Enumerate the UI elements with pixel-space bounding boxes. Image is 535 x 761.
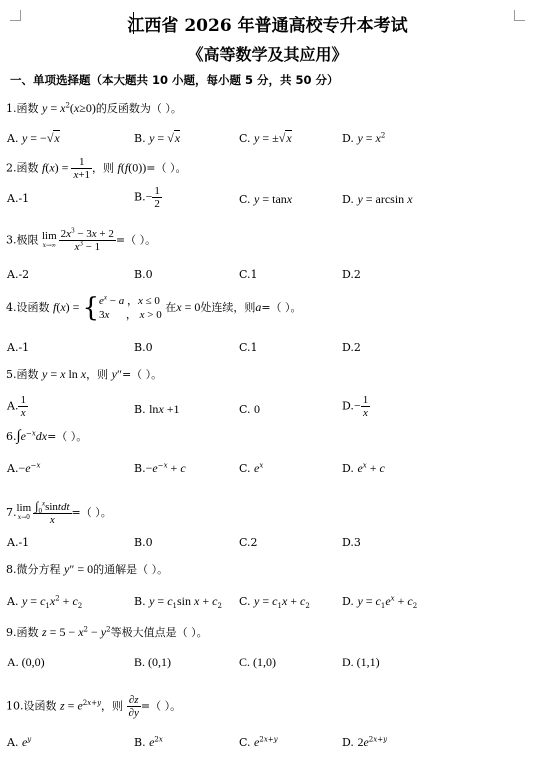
question-2-options	[0, 185, 535, 210]
option-b[interactable]: B. $y = c_1\sin$ $x + c_2$	[134, 594, 222, 611]
option-c[interactable]: C.2	[239, 536, 258, 549]
option-c[interactable]: C. (1,0)	[239, 655, 276, 669]
question-4: 4.设函数 f(x) = { $e^x - a$ ，x ≤ 0 3x ， x > 0 在x = 0处连续，则a=（ ）。	[6, 293, 302, 323]
option-b[interactable]: $B.-e^{-x} + c$	[134, 461, 186, 475]
question-9-options	[0, 655, 535, 671]
option-c[interactable]: C.1	[239, 341, 258, 354]
option-a[interactable]: A. (0,0)	[7, 655, 45, 669]
option-b[interactable]: B.− $\frac{1}{2}$	[134, 185, 160, 210]
question-1: 1.函数 $y = x^2(x\ge 0)$的反函数为（ ）。	[6, 101, 182, 115]
option-b[interactable]: B.0	[134, 341, 153, 354]
question-9: 9.函数 $z = 5 - x^2 - y^2$等极大值点是（ ）。	[6, 625, 208, 639]
exam-subject: 《高等数学及其应用》	[187, 45, 348, 64]
option-a[interactable]: A.-1	[7, 341, 30, 354]
question-10-options	[0, 735, 535, 751]
question-8: 8.微分方程 y″ = 0的通解是（ ）。	[6, 562, 169, 576]
option-d[interactable]: D. $y = x^2$	[342, 131, 386, 145]
option-a[interactable]: A. y = −√x	[7, 131, 60, 145]
option-a[interactable]: A. $e^y$	[7, 735, 32, 749]
section-heading: 一、单项选择题（本大题共 10 小题，每小题 5 分，共 50 分）	[10, 73, 339, 87]
question-10: 10.设函数 $z = e^{2x+y}$，则 $\frac{\partial z}{\partial y}$ =（ ）。	[6, 694, 182, 719]
option-d[interactable]: D.2	[342, 268, 361, 281]
option-b[interactable]: B.0	[134, 268, 153, 281]
question-7: 7. lim x→0 $\frac{\int_0^xsintdt}{x}$ =（ ）。	[6, 499, 112, 526]
option-a[interactable]: A.-1	[7, 192, 30, 205]
option-d[interactable]: D.3	[342, 536, 361, 549]
question-1-options	[0, 131, 535, 147]
option-d[interactable]: D. $2e^{2x+y}$	[342, 735, 388, 749]
option-c[interactable]: C.1	[239, 268, 258, 281]
option-d[interactable]: D. $e^x + c$	[342, 461, 385, 475]
question-5-options	[0, 394, 535, 419]
option-c[interactable]: C. $e^{2x+y}$	[239, 735, 278, 749]
option-c[interactable]: C. $e^x$	[239, 461, 264, 475]
option-d[interactable]: D.− $\frac{1}{x}$	[342, 394, 369, 419]
option-c[interactable]: C. y = ±√x	[239, 131, 292, 145]
option-b[interactable]: B. y = √x	[134, 131, 181, 145]
question-3: 3.极限 lim x→∞ $\frac{2x^3 - 3x + 2}{x^3 - 1}$ =（ ）。	[6, 226, 157, 253]
option-a[interactable]: A.-2	[7, 268, 30, 281]
question-8-options	[0, 594, 535, 610]
question-7-options	[0, 536, 535, 552]
option-d[interactable]: D. (1,1)	[342, 655, 380, 669]
option-a[interactable]: A. $y = c_1x^2 + c_2$	[7, 594, 83, 611]
option-c[interactable]: C. 0	[239, 402, 261, 416]
option-a[interactable]: A.-1	[7, 536, 30, 549]
question-6-options	[0, 461, 535, 477]
question-5: 5.函数 y = x ln x，则 y″=（ ）。	[6, 367, 163, 381]
option-d[interactable]: D. y = arcsin x	[342, 192, 413, 206]
exam-title: 江西省 2026 年普通高校专升本考试	[127, 16, 408, 36]
question-6: $6.\int e^{-x}dx=$（ ）。	[6, 428, 88, 444]
option-b[interactable]: B.0	[134, 536, 153, 549]
option-b[interactable]: B. $e^{2x}$	[134, 735, 163, 749]
option-c[interactable]: C. y = tanx	[239, 192, 293, 206]
option-b[interactable]: B. (0,1)	[134, 655, 171, 669]
question-3-options	[0, 268, 535, 284]
option-a[interactable]: $A.-e^{-x}$	[7, 461, 41, 475]
question-4-options	[0, 341, 535, 357]
question-2: 2.函数 f(x) = $\frac{1}{x+1}$ ，则 f(f(0))=（ ）。	[6, 156, 187, 181]
option-c[interactable]: C. $y = c_1x + c_2$	[239, 594, 310, 611]
option-d[interactable]: D. $y = c_1e^x + c_2$	[342, 594, 418, 611]
option-b[interactable]: B. lnx +1	[134, 402, 180, 416]
option-a[interactable]: A. $\frac{1}{x}$	[7, 394, 26, 419]
option-d[interactable]: D.2	[342, 341, 361, 354]
